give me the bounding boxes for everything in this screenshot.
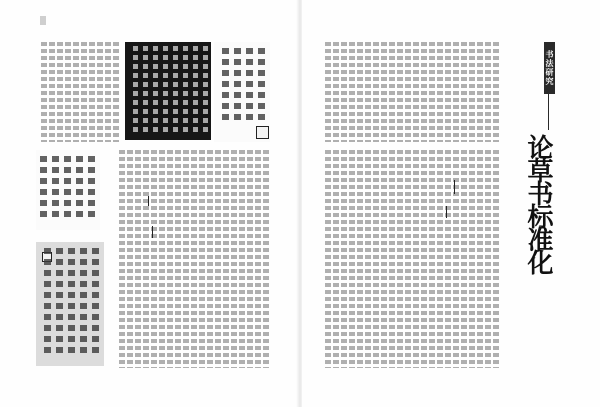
text-column-block-right-bottom — [320, 150, 500, 368]
text-column — [381, 150, 387, 368]
calligraphy-glyph-column — [88, 156, 95, 220]
text-column — [461, 42, 467, 142]
text-column — [159, 150, 165, 368]
text-column — [373, 150, 379, 368]
text-column — [477, 42, 483, 142]
text-column — [341, 150, 347, 368]
text-column — [357, 150, 363, 368]
text-column — [421, 150, 427, 368]
calligraphy-image-middle — [36, 150, 100, 230]
text-column — [365, 42, 371, 142]
text-column — [325, 150, 331, 368]
text-column — [397, 42, 403, 142]
rubbing-glyph-column — [193, 46, 198, 136]
calligraphy-glyph-column — [80, 248, 87, 356]
text-column — [41, 42, 47, 142]
text-column — [437, 42, 443, 142]
text-column — [167, 150, 173, 368]
text-column — [231, 150, 237, 368]
page-number — [40, 16, 46, 25]
text-column — [477, 150, 483, 368]
text-column — [73, 42, 79, 142]
text-column — [135, 150, 141, 368]
text-column — [405, 150, 411, 368]
stele-rubbing-image — [125, 42, 211, 140]
running-head — [36, 15, 46, 27]
text-column — [389, 150, 395, 368]
calligraphy-glyph-column — [56, 248, 63, 356]
subheading-marker — [446, 206, 447, 218]
calligraphy-glyph-column — [258, 48, 265, 122]
text-column — [413, 150, 419, 368]
subheading-marker — [152, 226, 153, 238]
text-column — [357, 42, 363, 142]
text-column — [421, 42, 427, 142]
text-column — [127, 150, 133, 368]
text-column — [97, 42, 103, 142]
text-column — [405, 42, 411, 142]
rubbing-glyph-column — [173, 46, 178, 136]
text-column — [333, 42, 339, 142]
seal-stamp — [256, 126, 269, 139]
calligraphy-glyph-column — [246, 48, 253, 122]
rubbing-glyph-column — [183, 46, 188, 136]
text-column — [49, 42, 55, 142]
text-column — [413, 42, 419, 142]
text-column — [247, 150, 253, 368]
text-column-block-left-body — [112, 150, 270, 368]
text-column — [469, 150, 475, 368]
subheading-marker — [148, 196, 149, 206]
rubbing-glyph-column — [153, 46, 158, 136]
calligraphy-glyph-column — [92, 248, 99, 356]
rubbing-glyph-column — [163, 46, 168, 136]
calligraphy-glyph-column — [52, 156, 59, 220]
text-column — [239, 150, 245, 368]
article-author — [513, 196, 522, 222]
text-column — [461, 150, 467, 368]
text-column — [191, 150, 197, 368]
text-column — [255, 150, 261, 368]
section-tag: 书法研究 — [544, 42, 555, 94]
text-column — [365, 150, 371, 368]
text-column — [445, 150, 451, 368]
text-column — [373, 42, 379, 142]
text-column — [57, 42, 63, 142]
calligraphy-image-top — [214, 42, 270, 142]
text-column — [469, 42, 475, 142]
text-column — [429, 150, 435, 368]
calligraphy-glyph-column — [234, 48, 241, 122]
text-column — [485, 42, 491, 142]
text-column — [105, 42, 111, 142]
text-column — [381, 42, 387, 142]
text-column — [119, 150, 125, 368]
calligraphy-glyph-column — [44, 248, 51, 356]
text-column — [333, 150, 339, 368]
text-column — [223, 150, 229, 368]
calligraphy-glyph-column — [222, 48, 229, 122]
article-title: 论草书标准化 — [523, 134, 553, 272]
text-column — [341, 42, 347, 142]
text-column — [493, 42, 499, 142]
calligraphy-image-bottom — [36, 242, 104, 366]
text-column — [453, 42, 459, 142]
text-column — [397, 150, 403, 368]
text-column — [437, 150, 443, 368]
text-column — [89, 42, 95, 142]
text-column — [349, 150, 355, 368]
section-tag-rule — [548, 94, 549, 130]
text-column — [151, 150, 157, 368]
calligraphy-glyph-column — [76, 156, 83, 220]
calligraphy-glyph-column — [64, 156, 71, 220]
text-column-block-left-top — [36, 42, 120, 142]
rubbing-glyph-column — [143, 46, 148, 136]
text-column — [485, 150, 491, 368]
text-column-block-right-top — [320, 42, 500, 142]
text-column — [263, 150, 269, 368]
text-column — [183, 150, 189, 368]
text-column — [429, 42, 435, 142]
text-column — [389, 42, 395, 142]
text-column — [113, 42, 119, 142]
text-column — [215, 150, 221, 368]
text-column — [207, 150, 213, 368]
text-column — [81, 42, 87, 142]
text-column — [65, 42, 71, 142]
rubbing-glyph-column — [133, 46, 138, 136]
text-column — [445, 42, 451, 142]
text-column — [175, 150, 181, 368]
calligraphy-glyph-column — [40, 156, 47, 220]
calligraphy-glyph-column — [68, 248, 75, 356]
text-column — [143, 150, 149, 368]
text-column — [493, 150, 499, 368]
text-column — [325, 42, 331, 142]
text-column — [199, 150, 205, 368]
subheading-marker — [454, 180, 455, 194]
rubbing-glyph-column — [203, 46, 208, 136]
text-column — [349, 42, 355, 142]
